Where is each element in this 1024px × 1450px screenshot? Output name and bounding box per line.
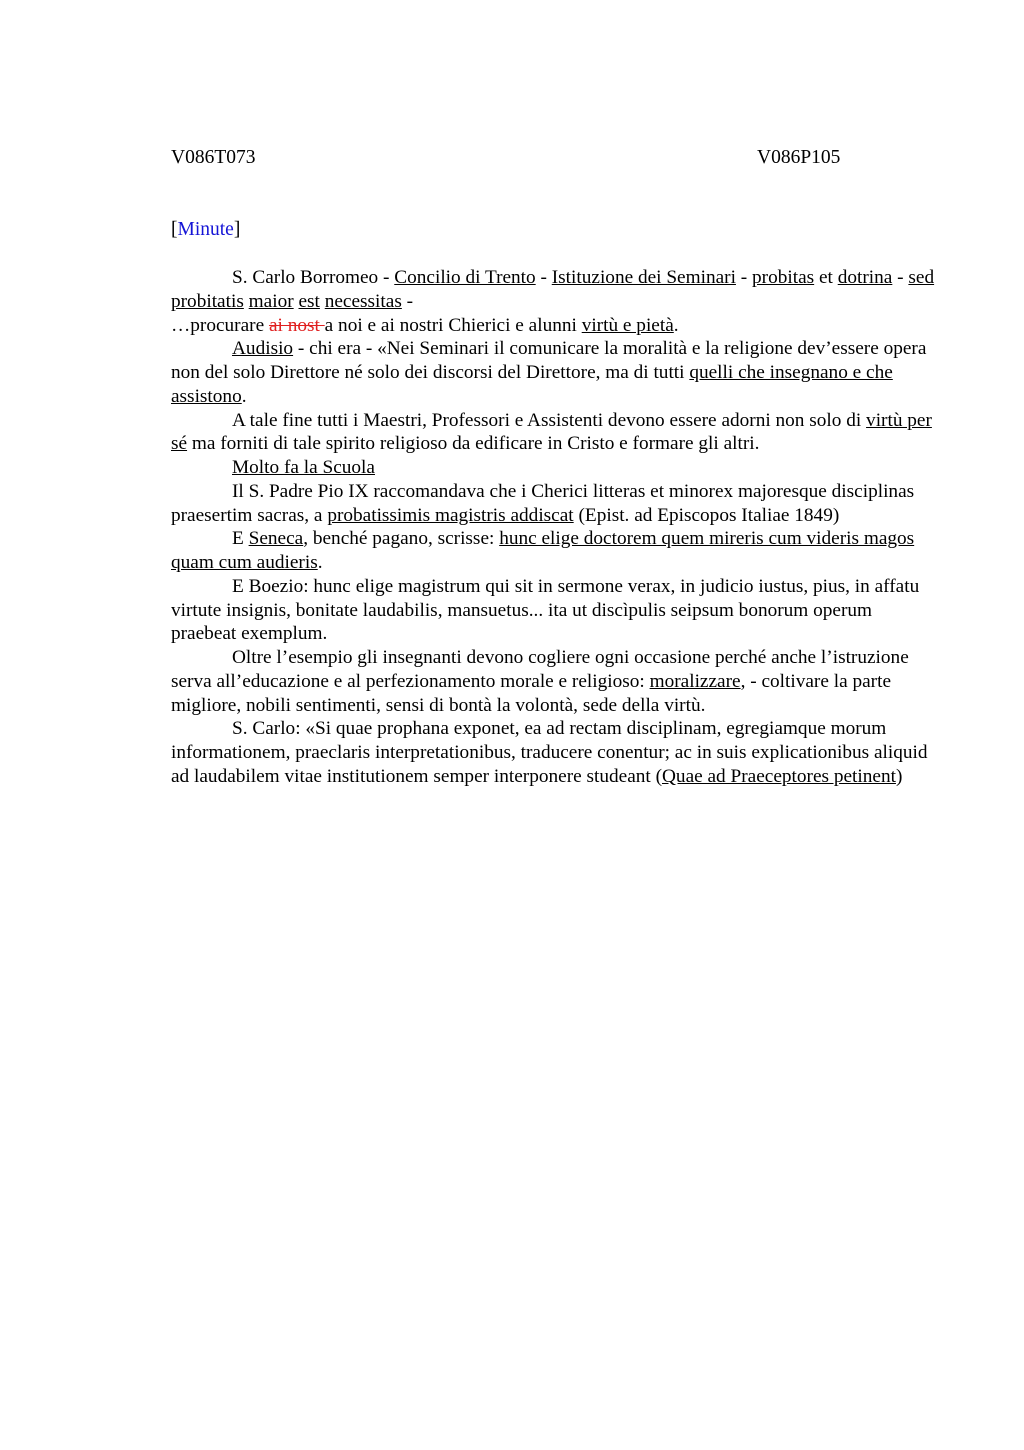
underlined-term: moralizzare xyxy=(649,670,741,692)
paragraph-borromeo xyxy=(171,266,941,314)
text-run: E Boezio: hunc elige magistrum qui sit in sermone verax, in judicio iustus, pius, in affatu virtute insignis, bonitate laudabilis, mansuetus... ita ut discìpulis seipsum bonorum operum praebeat exemplum. xyxy=(171,575,920,645)
text-run: ma forniti di tale spirito religioso da edificare in Cristo e formare gli altri. xyxy=(187,433,760,455)
bracket-open: [ xyxy=(171,219,178,240)
text-run: , - coltivare la parte migliore, nobili sentimenti, sensi di bontà la volontà, sede della virtù. xyxy=(171,670,891,716)
section-marker xyxy=(171,218,240,242)
text-run: ) xyxy=(895,765,903,787)
underlined-term: est xyxy=(298,290,320,312)
underlined-term: Istituzione dei Seminari xyxy=(551,267,736,288)
document-code-left: V086T073 xyxy=(171,147,256,168)
underlined-term: necessitas xyxy=(324,290,402,312)
text-run: - chi era - «Nei Seminari il comunicare la moralità e la religione dev’essere opera non del solo Direttore né solo dei discorsi del Direttore, ma di tutti xyxy=(171,338,927,383)
underlined-term: virtù per sé xyxy=(171,409,932,455)
text-run: S. Carlo Borromeo - xyxy=(232,267,395,288)
underlined-term: hunc elige doctorem quem mireris cum videris magos quam cum audieris xyxy=(171,528,915,573)
text-run: . xyxy=(317,552,323,573)
underlined-term: probatissimis magistris addiscat xyxy=(327,504,574,526)
underlined-term: probitatis xyxy=(171,290,244,312)
underlined-term: dotrina xyxy=(837,267,893,288)
text-run: A tale fine tutti i Maestri, Professori e Assistenti devono essere adorni non solo di xyxy=(232,409,867,431)
underlined-term: Concilio di Trento xyxy=(394,267,536,288)
text-run: - xyxy=(535,267,552,288)
paragraph-boezio xyxy=(171,575,941,646)
paragraph-scuola-heading xyxy=(171,456,941,480)
paragraph-maestri xyxy=(171,409,941,457)
paragraph-procurare xyxy=(171,314,941,338)
text-run: a noi e ai nostri Chierici e alunni xyxy=(324,314,582,336)
paragraph-pio-ix xyxy=(171,480,941,528)
text-run: . xyxy=(673,314,679,336)
underlined-term: probitas xyxy=(752,267,815,288)
text-run: …procurare xyxy=(171,314,269,336)
underlined-term: Quae ad Praeceptores petinent xyxy=(662,765,896,787)
underlined-term: Audisio xyxy=(232,338,294,360)
underlined-term: maior xyxy=(248,290,294,312)
document-body xyxy=(171,266,941,789)
text-run: E xyxy=(232,528,249,550)
text-run: Il S. Padre Pio IX raccomandava che i Cherici litteras et minorex majoresque disciplinas praesertim sacras, a xyxy=(171,480,915,526)
text-run: et xyxy=(814,267,838,288)
underlined-term: sed xyxy=(908,267,935,288)
underlined-term: Molto fa la Scuola xyxy=(232,457,375,478)
text-run: Oltre l’esempio gli insegnanti devono cogliere ogni occasione perché anche l’istruzione serva all’educazione e al perfezionamento morale e religioso: xyxy=(171,647,909,692)
text-run: - xyxy=(892,267,909,288)
underlined-term: virtù e pietà xyxy=(581,314,674,336)
paragraph-audisio xyxy=(171,337,941,408)
paragraph-esempio xyxy=(171,646,941,717)
underlined-term: quelli che insegnano e che assistono xyxy=(171,362,893,407)
text-run: , benché pagano, scrisse: xyxy=(303,528,500,550)
paragraph-s-carlo-quote xyxy=(171,717,941,788)
text-run: . xyxy=(241,385,247,407)
bracket-close: ] xyxy=(233,219,241,240)
text-run: S. Carlo: «Si quae prophana exponet, ea ad rectam disciplinam, egregiamque morum informationem, praeclaris interpretationibus, traducere conentur; ac in suis explicationibus aliquid ad laudabilem vitae institutionem semper interponere studeant ( xyxy=(171,718,928,787)
paragraph-seneca xyxy=(171,527,941,575)
section-label: Minute xyxy=(177,219,234,240)
document-code-right: V086P105 xyxy=(757,147,841,168)
text-run: (Epist. ad Episcopos Italiae 1849) xyxy=(573,504,840,526)
deleted-text: ai nost xyxy=(268,314,325,336)
underlined-term: Seneca xyxy=(248,528,304,550)
text-run: - xyxy=(401,290,414,312)
text-run: - xyxy=(735,267,753,288)
